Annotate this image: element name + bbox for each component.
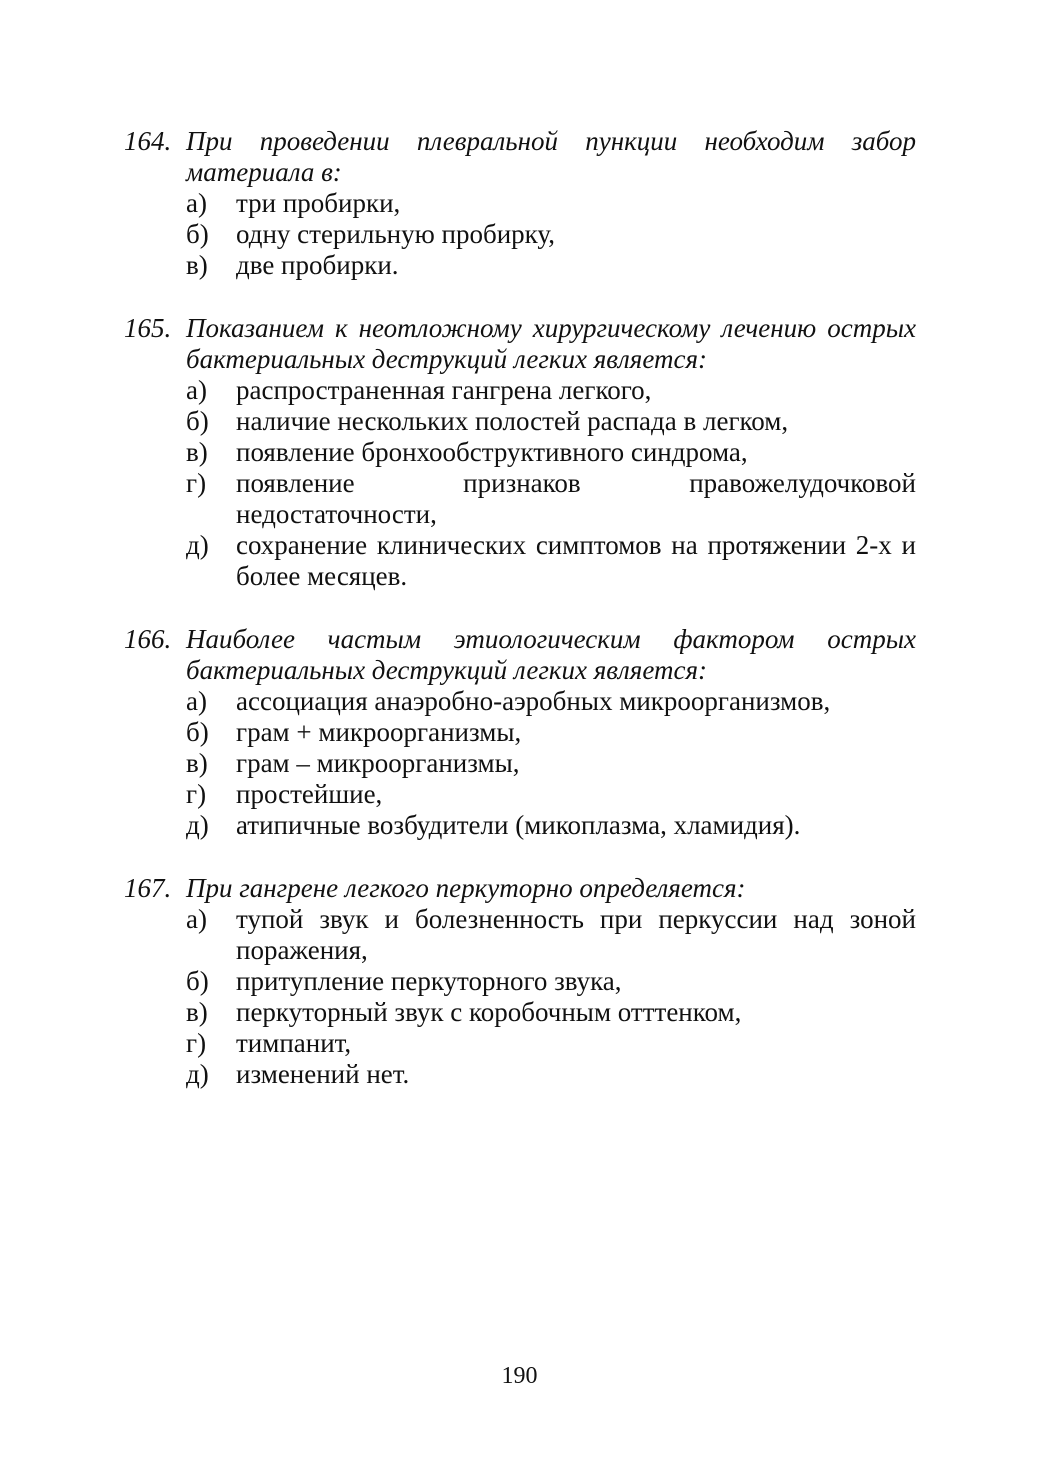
question-text: Наиболее частым этиологическим фактором острых бактериальных деструкций легких является: bbox=[186, 624, 916, 685]
question-number: 165. bbox=[124, 313, 172, 343]
answer-text: одну стерильную пробирку, bbox=[236, 219, 555, 249]
answer-option bbox=[186, 437, 916, 468]
answer-option bbox=[186, 997, 916, 1028]
question-text: При гангрене легкого перкуторно определяется: bbox=[186, 873, 746, 903]
answer-option bbox=[186, 779, 916, 810]
question-text: Показанием к неотложному хирургическому лечению острых бактериальных деструкций легких является: bbox=[186, 313, 916, 374]
answer-text: атипичные возбудители (микоплазма, хламидия). bbox=[236, 810, 801, 840]
answer-text: ассоциация анаэробно-аэробных микроорганизмов, bbox=[236, 686, 831, 716]
answer-text: сохранение клинических симптомов на протяжении 2-х и более месяцев. bbox=[236, 530, 916, 591]
answer-letter: б) bbox=[186, 219, 209, 249]
answer-letter: б) bbox=[186, 717, 209, 747]
answer-text: перкуторный звук с коробочным отттенком, bbox=[236, 997, 742, 1027]
answer-option bbox=[186, 1028, 916, 1059]
answer-text: грам – микроорганизмы, bbox=[236, 748, 520, 778]
answer-text: две пробирки. bbox=[236, 250, 399, 280]
answer-letter: г) bbox=[186, 1028, 207, 1058]
answer-option bbox=[186, 250, 916, 281]
question-165 bbox=[124, 313, 916, 592]
question-heading bbox=[124, 873, 916, 904]
question-heading bbox=[124, 126, 916, 188]
answer-option bbox=[186, 219, 916, 250]
answer-text: появление признаков правожелудочковой недостаточности, bbox=[236, 468, 916, 529]
question-164 bbox=[124, 126, 916, 281]
answer-option bbox=[186, 717, 916, 748]
question-number: 167. bbox=[124, 873, 172, 903]
question-166 bbox=[124, 624, 916, 841]
question-heading bbox=[124, 313, 916, 375]
question-text: При проведении плевральной пункции необходим забор материала в: bbox=[186, 126, 916, 187]
answer-letter: а) bbox=[186, 686, 207, 716]
answer-option bbox=[186, 1059, 916, 1090]
answer-option bbox=[186, 966, 916, 997]
answer-letter: а) bbox=[186, 904, 207, 934]
answer-text: распространенная гангрена легкого, bbox=[236, 375, 652, 405]
question-167 bbox=[124, 873, 916, 1090]
answer-option bbox=[186, 188, 916, 219]
question-heading bbox=[124, 624, 916, 686]
answer-letter: б) bbox=[186, 966, 209, 996]
question-number: 166. bbox=[124, 624, 172, 654]
answer-text: появление бронхообструктивного синдрома, bbox=[236, 437, 748, 467]
answer-letter: б) bbox=[186, 406, 209, 436]
answer-text: тимпанит, bbox=[236, 1028, 352, 1058]
answer-text: изменений нет. bbox=[236, 1059, 410, 1089]
answer-letter: а) bbox=[186, 188, 207, 218]
answer-text: тупой звук и болезненность при перкуссии над зоной поражения, bbox=[236, 904, 916, 965]
question-list bbox=[124, 126, 916, 1122]
answer-text: наличие нескольких полостей распада в легком, bbox=[236, 406, 789, 436]
answer-text: притупление перкуторного звука, bbox=[236, 966, 622, 996]
answer-letter: г) bbox=[186, 779, 207, 809]
answer-option bbox=[186, 748, 916, 779]
answer-option bbox=[186, 468, 916, 530]
answer-text: три пробирки, bbox=[236, 188, 401, 218]
answer-letter: в) bbox=[186, 997, 208, 1027]
answer-option bbox=[186, 810, 916, 841]
answer-letter: в) bbox=[186, 250, 208, 280]
page-number: 190 bbox=[501, 1363, 538, 1389]
answer-letter: в) bbox=[186, 437, 208, 467]
answer-text: простейшие, bbox=[236, 779, 383, 809]
question-number: 164. bbox=[124, 126, 172, 156]
answer-option bbox=[186, 406, 916, 437]
answer-option bbox=[186, 686, 916, 717]
answer-text: грам + микроорганизмы, bbox=[236, 717, 522, 747]
answer-option bbox=[186, 904, 916, 966]
answer-letter: в) bbox=[186, 748, 208, 778]
answer-option bbox=[186, 530, 916, 592]
answer-letter: д) bbox=[186, 530, 209, 560]
answer-letter: д) bbox=[186, 1059, 209, 1089]
answer-option bbox=[186, 375, 916, 406]
answer-letter: г) bbox=[186, 468, 207, 498]
answer-letter: д) bbox=[186, 810, 209, 840]
answer-letter: а) bbox=[186, 375, 207, 405]
